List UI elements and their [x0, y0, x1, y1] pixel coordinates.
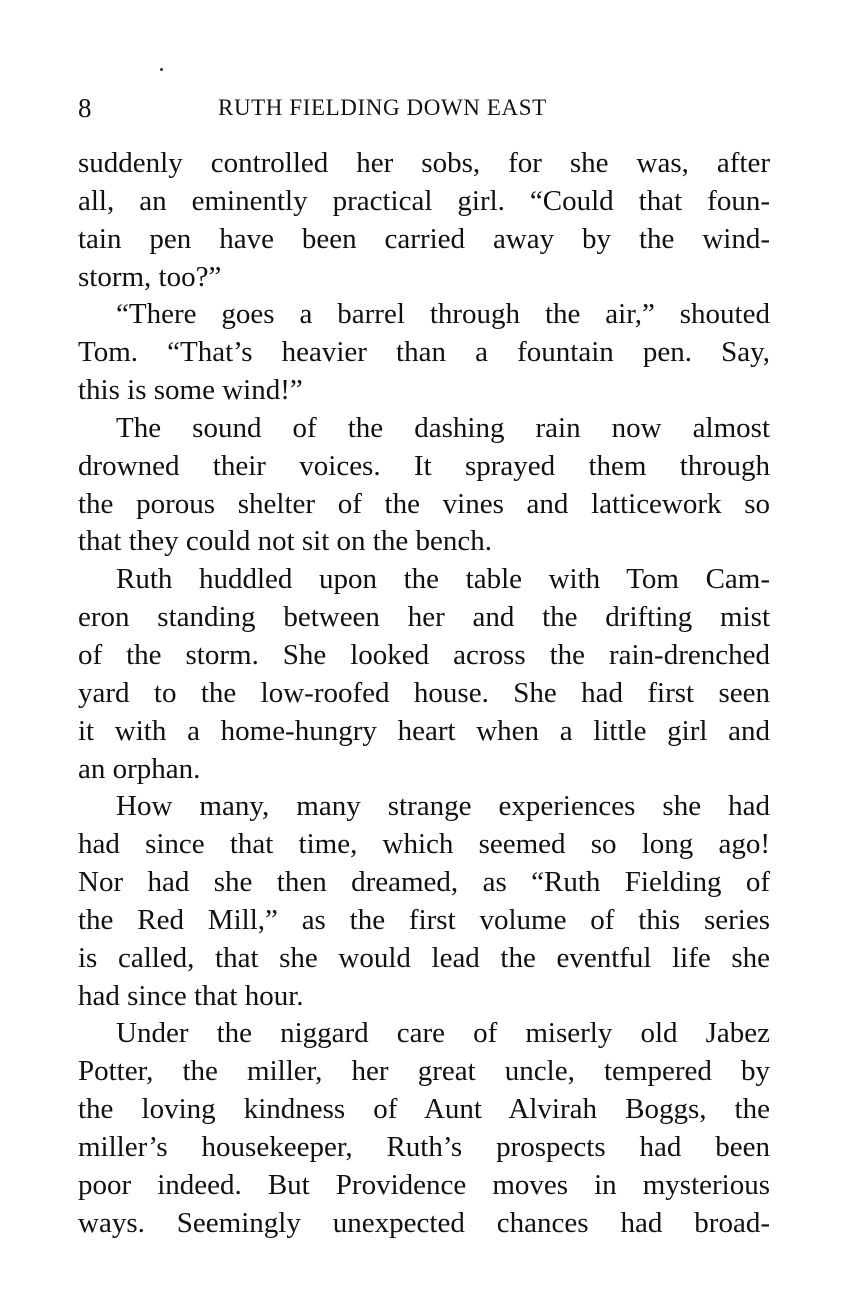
- text-line: The sound of the dashing rain now almost: [116, 411, 770, 444]
- text-line: How many, many strange experiences she had: [116, 790, 770, 823]
- text-line: Tom. “That’s heavier than a fountain pen. Say,: [78, 336, 770, 369]
- text-line: ways. Seemingly unexpected chances had broad-: [78, 1206, 770, 1239]
- text-line: eron standing between her and the drifting mist: [78, 601, 770, 634]
- text-line: yard to the low-roofed house. She had first seen: [78, 676, 770, 709]
- running-head: RUTH FIELDING DOWN EAST: [218, 95, 547, 120]
- text-line: had since that time, which seemed so long ago!: [78, 828, 770, 861]
- text-line: Potter, the miller, her great uncle, tempered by: [78, 1055, 770, 1088]
- text-line: of the storm. She looked across the rain-drenched: [78, 638, 770, 671]
- text-line: the Red Mill,” as the first volume of this series: [78, 903, 770, 936]
- page-number: 8: [78, 93, 92, 123]
- text-line: drowned their voices. It sprayed them through: [78, 449, 770, 482]
- text-line: that they could not sit on the bench.: [78, 525, 492, 558]
- stray-ink-mark: [160, 68, 163, 71]
- text-line: tain pen have been carried away by the wind-: [78, 222, 770, 255]
- text-line: the porous shelter of the vines and latticework so: [78, 487, 770, 520]
- text-line: all, an eminently practical girl. “Could that foun-: [78, 184, 770, 217]
- body-text: [78, 145, 770, 1242]
- text-line: an orphan.: [78, 752, 201, 785]
- page-header: [78, 90, 770, 130]
- text-line: the loving kindness of Aunt Alvirah Boggs, the: [78, 1093, 770, 1126]
- text-line: this is some wind!”: [78, 374, 303, 407]
- text-line: miller’s housekeeper, Ruth’s prospects had been: [78, 1130, 770, 1163]
- text-line: “There goes a barrel through the air,” shouted: [116, 298, 770, 331]
- text-line: Nor had she then dreamed, as “Ruth Fielding of: [78, 866, 770, 899]
- text-line: Under the niggard care of miserly old Jabez: [116, 1017, 770, 1050]
- text-line: is called, that she would lead the eventful life she: [78, 941, 770, 974]
- text-line: had since that hour.: [78, 979, 304, 1012]
- text-line: poor indeed. But Providence moves in mysterious: [78, 1168, 770, 1201]
- text-line: storm, too?”: [78, 260, 222, 293]
- text-line: it with a home-hungry heart when a little girl and: [78, 714, 770, 747]
- text-line: suddenly controlled her sobs, for she was, after: [78, 147, 770, 179]
- text-line: Ruth huddled upon the table with Tom Cam-: [116, 563, 770, 596]
